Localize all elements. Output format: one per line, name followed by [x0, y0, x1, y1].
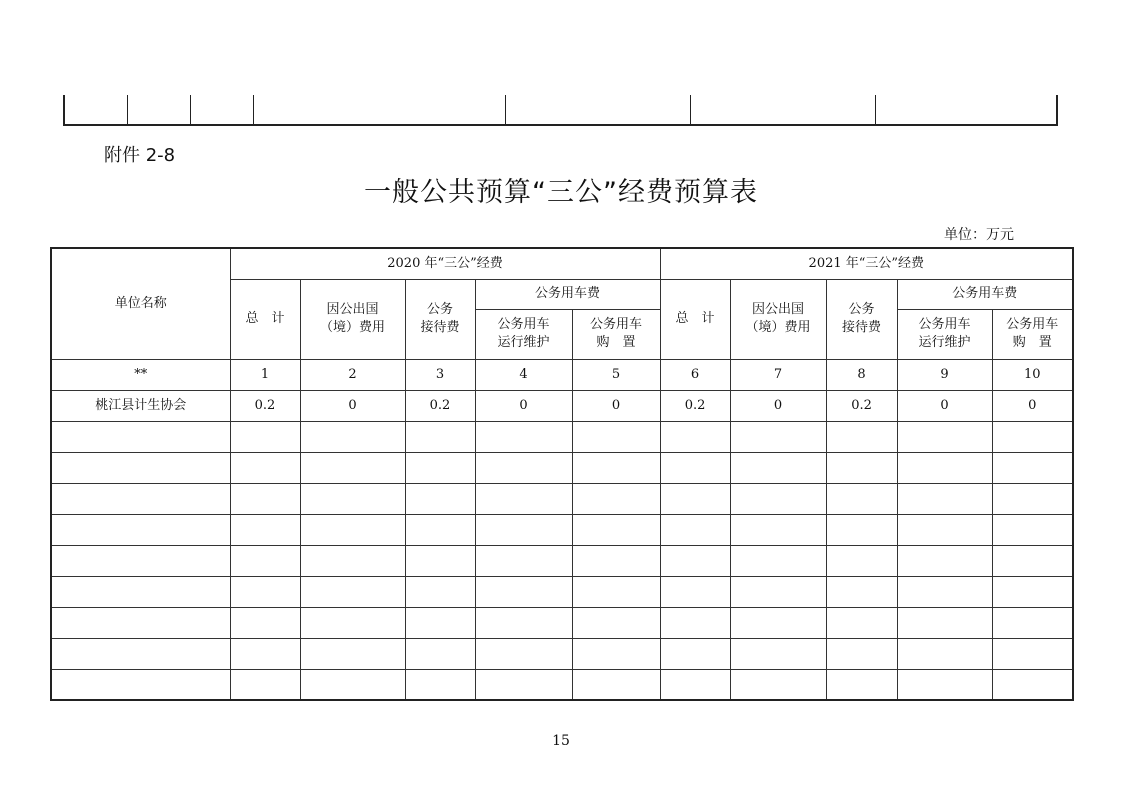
header-unit-name: 单位名称 — [51, 248, 230, 359]
page-number: 15 — [552, 733, 570, 749]
attachment-label: 附件 2-8 — [104, 145, 176, 166]
empty-row — [51, 483, 1073, 514]
index-cell: 10 — [992, 359, 1073, 390]
index-cell: 9 — [897, 359, 992, 390]
empty-row — [51, 669, 1073, 700]
header-vehicle-run-2021: 公务用车 运行维护 — [897, 309, 992, 359]
index-row — [51, 359, 1073, 390]
header-group-2021: 2021 年“三公”经费 — [660, 248, 1073, 279]
empty-row — [51, 576, 1073, 607]
value-cell: 0 — [475, 390, 572, 421]
index-cell: 2 — [300, 359, 405, 390]
header-vehicle-2021: 公务用车费 — [897, 279, 1073, 309]
value-cell: 0 — [992, 390, 1073, 421]
index-cell: 6 — [660, 359, 730, 390]
value-cell: 0.2 — [405, 390, 475, 421]
page-title: 一般公共预算“三公”经费预算表 — [364, 177, 758, 208]
value-cell: 0 — [300, 390, 405, 421]
value-cell: 0.2 — [826, 390, 897, 421]
unit-name-cell: 桃江县计生协会 — [51, 390, 230, 421]
table-row — [51, 390, 1073, 421]
header-group-2020: 2020 年“三公”经费 — [230, 248, 660, 279]
budget-table — [50, 247, 1074, 701]
value-cell: 0 — [572, 390, 660, 421]
previous-table-fragment — [63, 95, 1058, 126]
header-total-2021: 总 计 — [660, 279, 730, 359]
header-vehicle-2020: 公务用车费 — [475, 279, 660, 309]
header-vehicle-run-2020: 公务用车 运行维护 — [475, 309, 572, 359]
index-cell: 5 — [572, 359, 660, 390]
value-cell: 0.2 — [230, 390, 300, 421]
index-cell: 3 — [405, 359, 475, 390]
empty-row — [51, 607, 1073, 638]
index-cell: 1 — [230, 359, 300, 390]
empty-row — [51, 545, 1073, 576]
index-cell: 8 — [826, 359, 897, 390]
empty-row — [51, 452, 1073, 483]
index-cell: 7 — [730, 359, 826, 390]
empty-row — [51, 638, 1073, 669]
index-cell: ** — [51, 359, 230, 390]
value-cell: 0 — [730, 390, 826, 421]
empty-row — [51, 421, 1073, 452]
header-vehicle-buy-2021: 公务用车 购 置 — [992, 309, 1073, 359]
unit-label: 单位：万元 — [944, 227, 1014, 243]
header-abroad-2021: 因公出国 （境）费用 — [730, 279, 826, 359]
header-vehicle-buy-2020: 公务用车 购 置 — [572, 309, 660, 359]
header-reception-2021: 公务 接待费 — [826, 279, 897, 359]
value-cell: 0.2 — [660, 390, 730, 421]
empty-row — [51, 514, 1073, 545]
index-cell: 4 — [475, 359, 572, 390]
header-total-2020: 总 计 — [230, 279, 300, 359]
header-reception-2020: 公务 接待费 — [405, 279, 475, 359]
value-cell: 0 — [897, 390, 992, 421]
header-abroad-2020: 因公出国 （境）费用 — [300, 279, 405, 359]
